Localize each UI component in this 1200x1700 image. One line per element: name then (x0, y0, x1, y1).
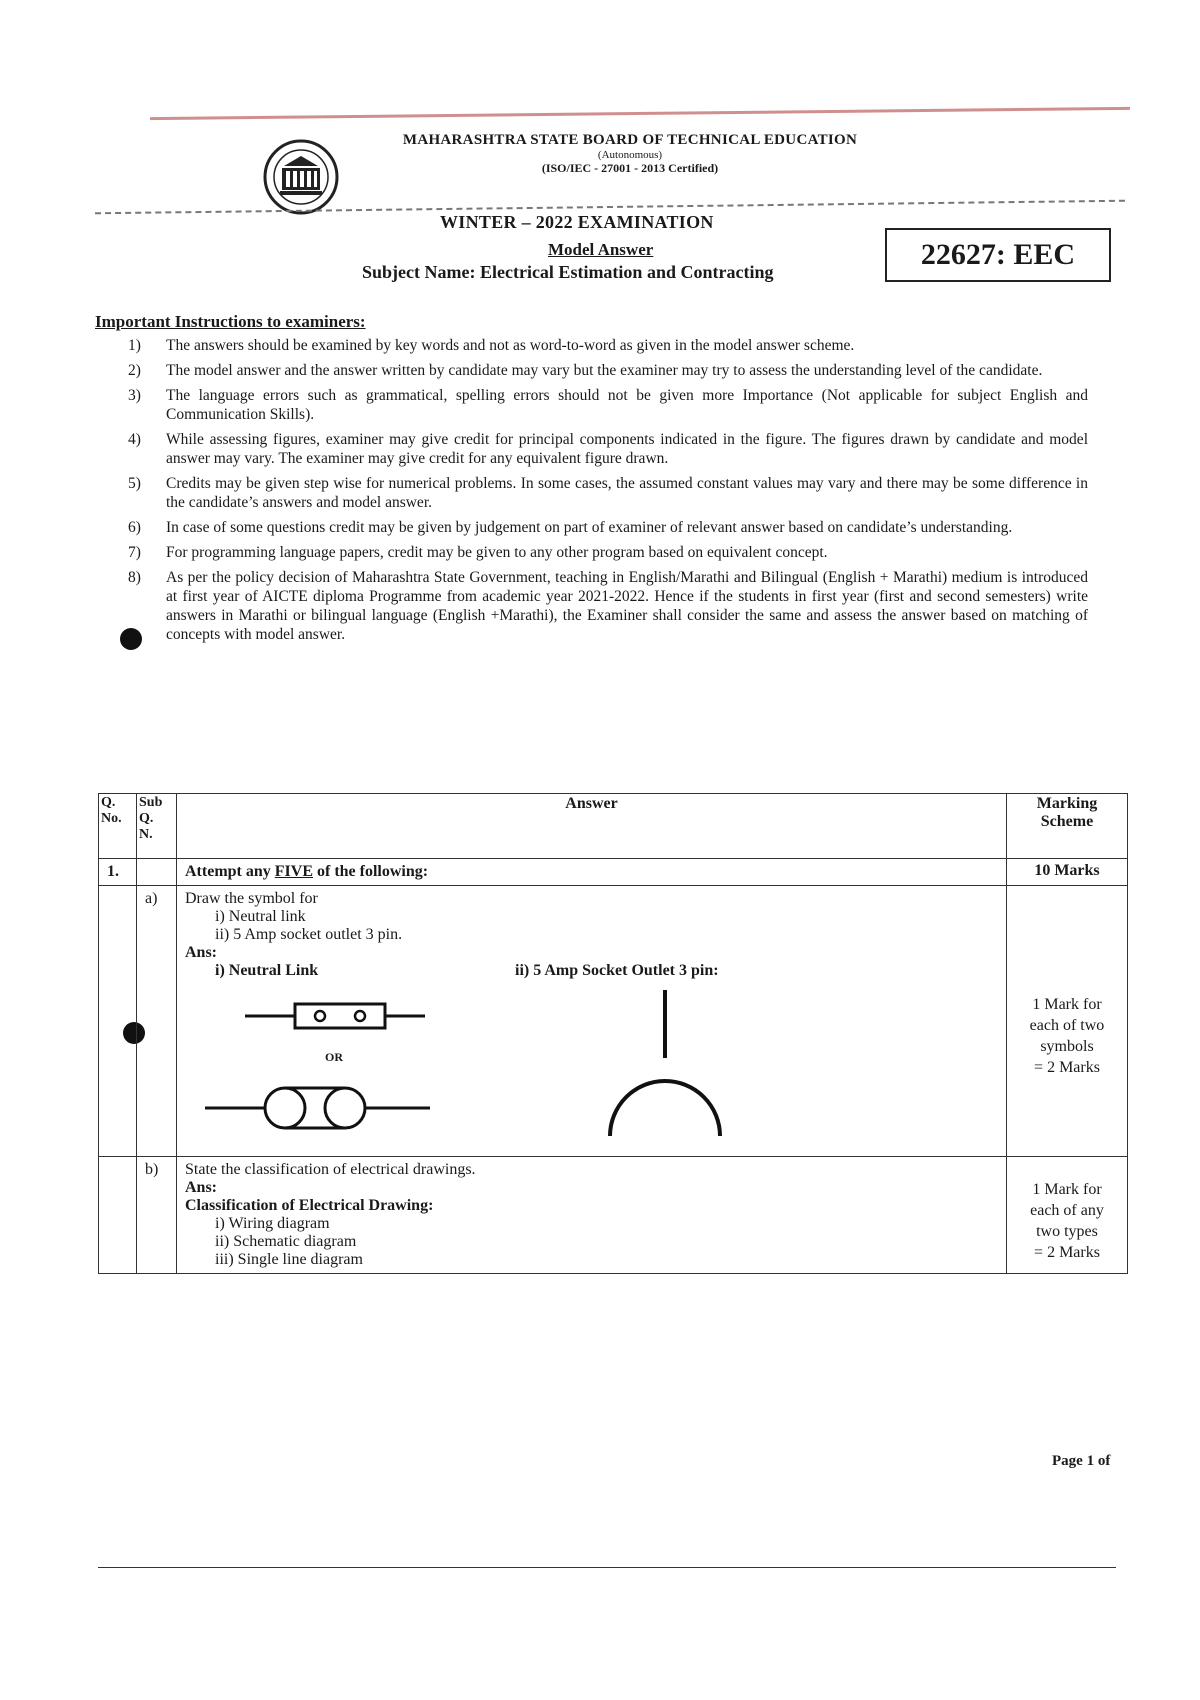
page-number: Page 1 of (1052, 1453, 1111, 1469)
bottom-rule (98, 1567, 1116, 1568)
board-name: MAHARASHTRA STATE BOARD OF TECHNICAL EDUCATION (402, 132, 858, 148)
instruction-item: 2) The model answer and the answer written by candidate may vary but the examiner may try to assess the understanding level of the candidate. (128, 362, 1043, 379)
model-answer-title: Model Answer (548, 240, 654, 259)
answer-table (98, 793, 1128, 1274)
symbols-area: i) Neutral Link OR ii) 5 Amp Socket Outlet 3 pin: (185, 962, 998, 1152)
instruction-item: 7) For programming language papers, credit may be given to any other program based on equivalent concept. (128, 544, 828, 561)
instruction-item: 5) Credits may be given step wise for numerical problems. In some cases, the assumed constant values may vary and there may be some difference in the candidate’s answers and model answer. (128, 475, 1088, 511)
sub-question-marks: 1 Mark for each of two symbols = 2 Marks (1007, 886, 1128, 1157)
msbte-logo-icon (262, 138, 340, 216)
sub-question-number: b) (137, 1157, 177, 1274)
table-header-row (99, 794, 1128, 859)
socket-outlet-symbol-icon (585, 988, 885, 1158)
sub-q-header: Sub Q. N. (137, 794, 177, 859)
instruction-item: 4) While assessing figures, examiner may give credit for principal components indicated in the figure. The figures drawn by candidate and model answer may vary. The examiner may give credit for any equivalent figure drawn. (128, 431, 1088, 467)
answer-header: Answer (177, 794, 1007, 859)
subject-code: 22627: EEC (920, 238, 1076, 271)
table-row (99, 859, 1128, 886)
sub-question-marks: 1 Mark for each of any two types = 2 Marks (1007, 1157, 1128, 1274)
certification-label: (ISO/IEC - 27001 - 2013 Certified) (541, 161, 719, 175)
exam-title: WINTER – 2022 EXAMINATION (440, 212, 714, 232)
question-title: Attempt any FIVE of the following: (177, 859, 1007, 886)
subject-name: Subject Name: Electrical Estimation and Contracting (362, 262, 774, 282)
instruction-item: 1) The answers should be examined by key words and not as word-to-word as given in the model answer scheme. (128, 337, 855, 354)
punch-hole-mark (120, 628, 142, 650)
sub-question-b: State the classification of electrical drawings. Ans: Classification of Electrical Drawing: i) Wiring diagram ii) Schematic diagram iii) Single line diagram (177, 1157, 1007, 1274)
instruction-item: 3) The language errors such as grammatical, spelling errors should not be given more Importance (Not applicable for subject English and Communication Skills). (128, 387, 1088, 423)
table-row (99, 1157, 1128, 1274)
or-label: OR (325, 1050, 343, 1064)
top-rule (150, 107, 1130, 120)
instruction-item: 6) In case of some questions credit may be given by judgement on part of examiner of relevant answer based on candidate’s understanding. (128, 519, 1013, 536)
board-header (370, 132, 890, 176)
q-no-header: Q. No. (99, 794, 137, 859)
subject-code-box (885, 228, 1111, 282)
instructions-heading: Important Instructions to examiners: (95, 312, 366, 331)
table-row (99, 886, 1128, 1157)
marking-scheme-header: Marking Scheme (1007, 794, 1128, 859)
sub-question-number: a) (137, 886, 177, 1157)
question-marks: 10 Marks (1007, 859, 1128, 886)
neutral-link-symbol-icon (185, 984, 515, 1144)
sub-question-a: Draw the symbol for i) Neutral link ii) 5 Amp socket outlet 3 pin. Ans: i) Neutral Link OR ii) 5 Amp Socket Outlet 3 pin: (177, 886, 1007, 1157)
question-number: 1. (99, 859, 137, 886)
instruction-item: 8) As per the policy decision of Maharashtra State Government, teaching in English/Marathi and Bilingual (English + Marathi) medium is introduced at first year of AICTE diploma Programme from academic year 2021-2022. Hence if the students in first year (first and second semesters) write answers in Marathi or bilingual language (English +Marathi), the Examiner shall consider the same and assess the answer based on matching of concepts with model answer. (128, 569, 1088, 643)
autonomous-label: (Autonomous) (597, 149, 663, 161)
instructions-list (128, 336, 1088, 650)
